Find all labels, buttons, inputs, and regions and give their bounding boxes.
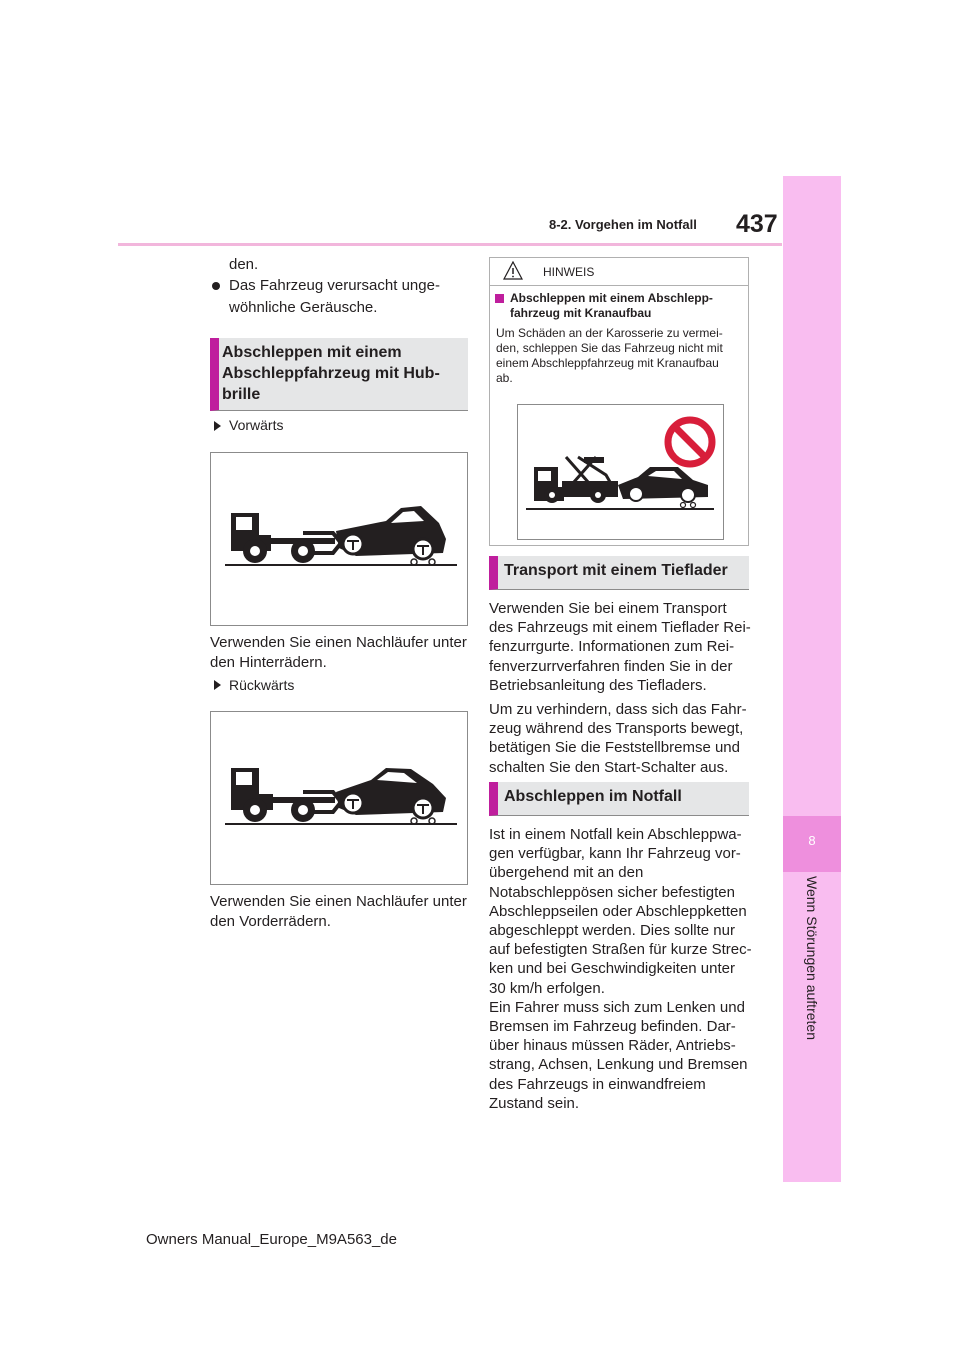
heading-wheel-lift-line3: brille: [222, 386, 261, 403]
warning-triangle-icon: [503, 261, 523, 280]
tow-truck-reverse-illustration: [211, 712, 467, 884]
transport-line: fenzurrgurte. Informationen zum Rei-: [489, 638, 735, 656]
notice-title-line2: fahrzeug mit Kranaufbau: [510, 306, 652, 320]
forward-caption-line1: Verwenden Sie einen Nachläufer unter: [210, 634, 467, 651]
figure-forward-towing: [210, 452, 468, 626]
transport-line: des Fahrzeugs mit einem Tieflader Rei-: [489, 619, 751, 637]
crane-tow-truck-illustration: [518, 405, 723, 539]
transport-line: Betriebsanleitung des Tiefladers.: [489, 676, 707, 694]
heading-emergency-text: Abschleppen im Notfall: [504, 788, 682, 805]
emergency-paragraph: [489, 825, 752, 1113]
bullet-text-line1: Das Fahrzeug verursacht unge-: [229, 277, 440, 294]
figure-crane-tow-prohibited: [517, 404, 724, 540]
note-square-marker-icon: [495, 294, 504, 303]
emergency-line: Abschleppseilen oder Abschleppketten: [489, 902, 747, 920]
emergency-line: Zustand sein.: [489, 1094, 580, 1112]
forward-caption-line2: den Hinterrädern.: [210, 654, 327, 671]
notice-divider: [489, 285, 749, 286]
header-rule: [118, 243, 782, 246]
emergency-line: Bremsen im Fahrzeug befinden. Dar-: [489, 1018, 736, 1036]
page-number: 437: [736, 210, 778, 238]
emergency-line: gen verfügbar, kann Ihr Fahrzeug vor-: [489, 845, 741, 863]
transport-line: betätigen Sie die Feststellbremse und: [489, 739, 740, 757]
transport-line: fenverzurrverfahren finden Sie in der: [489, 657, 733, 675]
heading-transport-text: Transport mit einem Tieflader: [504, 562, 728, 579]
reverse-caption-line2: den Vorderrädern.: [210, 913, 331, 930]
emergency-line: Ein Fahrer muss sich zum Lenken und: [489, 998, 745, 1016]
continued-text: den.: [229, 256, 259, 273]
notice-label: HINWEIS: [543, 265, 595, 279]
emergency-line: des Fahrzeugs in einwandfreiem: [489, 1075, 706, 1093]
notice-text-line2: den, schleppen Sie das Fahrzeug nicht mit: [496, 341, 723, 355]
arrow-right-icon: [214, 421, 221, 431]
tow-truck-forward-illustration: [211, 453, 467, 625]
emergency-line: ken und bei Geschwindigkeiten unter: [489, 960, 735, 978]
reverse-label: Rückwärts: [229, 677, 295, 693]
emergency-line: über hinaus müssen Räder, Antriebs-: [489, 1037, 736, 1055]
chapter-title: Wenn Störungen auftreten: [804, 876, 820, 1040]
reverse-caption-line1: Verwenden Sie einen Nachläufer unter: [210, 893, 467, 910]
footer-manual-id: Owners Manual_Europe_M9A563_de: [146, 1231, 397, 1248]
bullet-text-line2: wöhnliche Geräusche.: [229, 299, 378, 316]
emergency-line: Notabschleppösen sicher befestigten: [489, 883, 735, 901]
emergency-line: 30 km/h erfolgen.: [489, 979, 605, 997]
transport-line: Verwenden Sie bei einem Transport: [489, 600, 727, 617]
emergency-line: auf befestigten Straßen für kurze Strec-: [489, 941, 752, 959]
arrow-right-icon: [214, 680, 221, 690]
notice-text-line3: einem Abschleppfahrzeug mit Kranaufbau: [496, 356, 719, 370]
notice-text-line1: Um Schäden an der Karosserie zu vermei-: [496, 326, 723, 340]
transport-paragraph: [489, 599, 751, 777]
section-title: 8-2. Vorgehen im Notfall: [549, 217, 697, 232]
emergency-line: abgeschleppt werden. Dies sollte nur: [489, 922, 735, 940]
transport-line: zeug während des Transports bewegt,: [489, 720, 744, 738]
figure-reverse-towing: [210, 711, 468, 885]
forward-label: Vorwärts: [229, 417, 284, 433]
heading-emergency: [489, 782, 749, 816]
notice-title-line1: Abschleppen mit einem Abschlepp-: [510, 291, 713, 305]
chapter-number: 8: [808, 833, 816, 848]
emergency-line: Ist in einem Notfall kein Abschleppwa-: [489, 826, 742, 843]
heading-wheel-lift-line1: Abschleppen mit einem: [222, 344, 402, 361]
bullet-icon: [212, 282, 220, 290]
heading-transport: [489, 556, 749, 590]
notice-text-line4: ab.: [496, 371, 513, 385]
emergency-line: strang, Achsen, Lenkung und Bremsen: [489, 1056, 748, 1074]
emergency-line: übergehend mit an den: [489, 864, 644, 882]
heading-wheel-lift-line2: Abschleppfahrzeug mit Hub-: [222, 365, 440, 382]
transport-line: schalten Sie den Start-Schalter aus.: [489, 758, 729, 776]
transport-line: Um zu verhindern, dass sich das Fahr-: [489, 701, 747, 719]
heading-wheel-lift: [210, 338, 468, 411]
